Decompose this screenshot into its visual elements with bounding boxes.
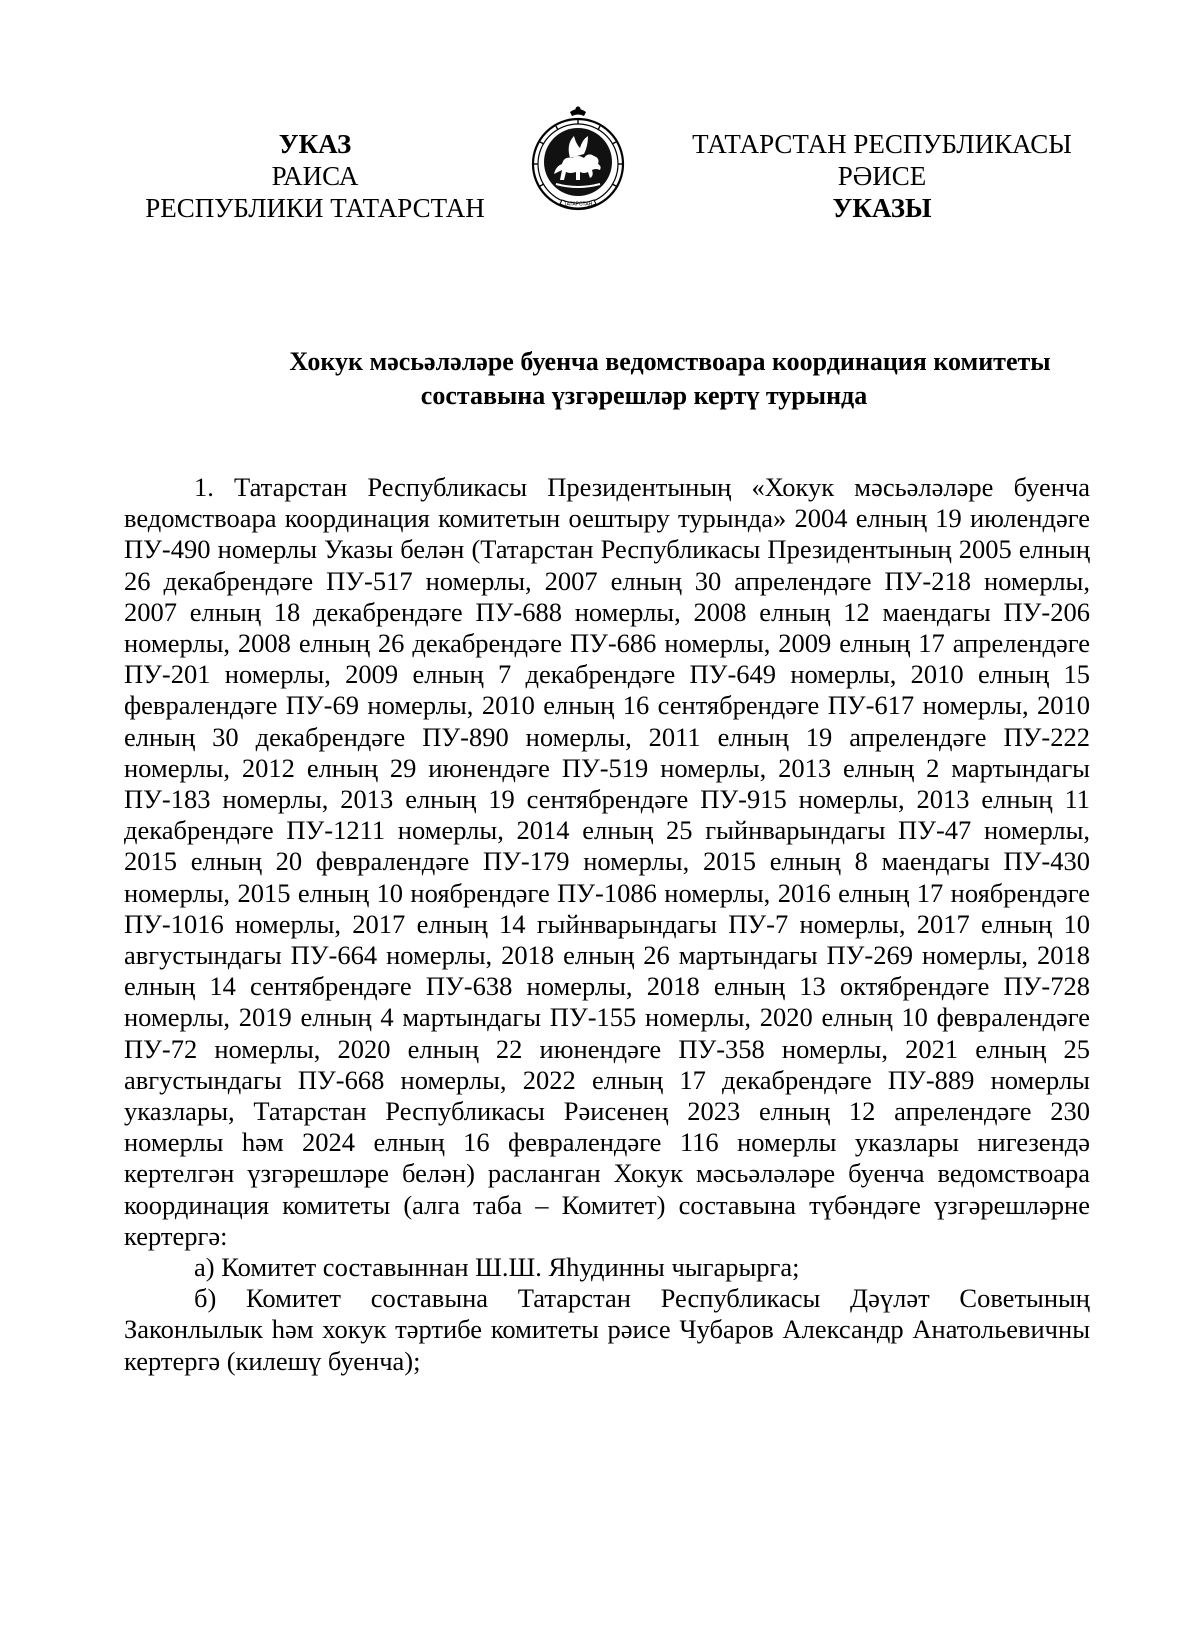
header-right-line-3: УКАЗЫ [832, 193, 932, 223]
tatarstan-coat-of-arms-icon [530, 104, 626, 216]
header-left-line-1: УКАЗ [278, 129, 352, 159]
body-paragraph-2: а) Комитет составыннан Ш.Ш. Яһудинны чыгарырга; [194, 1252, 800, 1283]
header-right-line-1: ТАТАРСТАН РЕСПУБЛИКАСЫ [692, 129, 1072, 159]
document-title [160, 345, 1100, 413]
header-left-block [140, 128, 490, 224]
header-left-line-3: РЕСПУБЛИКИ ТАТАРСТАН [145, 193, 485, 223]
title-line-2: составына үзгәрешләр кертү турында [420, 381, 868, 410]
header-right-line-2: РӘИСЕ [837, 161, 927, 191]
header-right-block [682, 128, 1082, 224]
body-paragraph-3: б) Комитет составына Татарстан Республикасы Дәүләт Советының Законлылык һәм хокук тәртибе комитеты рәисе Чубаров Александр Анатольевичны кертергә (килешү буенча); [124, 1283, 1090, 1376]
body-paragraph-1: 1. Татарстан Республикасы Президентының «Хокук мәсьәләләре буенча ведомствоара координация комитетын оештыру турында» 2004 елның 19 июлендәге ПУ-490 номерлы Указы белән (Татарстан Республикасы Президентының 2005 елның 26 декабрендәге ПУ-517 номерлы, 2007 елның 30 апрелендәге ПУ-218 номерлы, 2007 елның 18 декабрендәге ПУ-688 номерлы, 2008 елның 12 маендагы ПУ-206 номерлы, 2008 елның 26 декабрендәге ПУ-686 номерлы, 2009 елның 17 апрелендәге ПУ-201 номерлы, 2009 елның 7 декабрендәге ПУ-649 номерлы, 2010 елның 15 февралендәге ПУ-69 номерлы, 2010 елның 16 сентябрендәге ПУ-617 номерлы, 2010 елның 30 декабрендәге ПУ-890 номерлы, 2011 елның 19 апрелендәге ПУ-222 номерлы, 2012 елның 29 июнендәге ПУ-519 номерлы, 2013 елның 2 мартындагы ПУ-183 номерлы, 2013 елның 19 сентябрендәге ПУ-915 номерлы, 2013 елның 11 декабрендәге ПУ-1211 номерлы, 2014 елның 25 гыйнварындагы ПУ-47 номерлы, 2015 елның 20 февралендәге ПУ-179 номерлы, 2015 елның 8 маендагы ПУ-430 номерлы, 2015 елның 10 ноябрендәге ПУ-1086 номерлы, 2016 елның 17 ноябрендәге ПУ-1016 номерлы, 2017 елның 14 гыйнварындагы ПУ-7 номерлы, 2017 елның 10 августындагы ПУ-664 номерлы, 2018 елның 26 мартындагы ПУ-269 номерлы, 2018 елның 14 сентябрендәге ПУ-638 номерлы, 2018 елның 13 октябрендәге ПУ-728 номерлы, 2019 елның 4 мартындагы ПУ-155 номерлы, 2020 елның 10 февралендәге ПУ-72 номерлы, 2020 елның 22 июнендәге ПУ-358 номерлы, 2021 елның 25 августындагы ПУ-668 номерлы, 2022 елның 17 декабрендәге ПУ-889 номерлы указлары, Татарстан Республикасы Рәисенең 2023 елның 12 апрелендәге 230 номерлы һәм 2024 елның 16 февралендәге 116 номерлы указлары нигезендә кертелгән үзгәрешләре белән) расланган Хокук мәсьәләләре буенча ведомствоара координация комитеты (алга таба – Комитет) составына түбәндәге үзгәрешләрне кертергә: [124, 472, 1090, 1251]
document-body [124, 472, 1090, 1377]
header-left-line-2: РАИСА [271, 161, 359, 191]
emblem-ribbon-text: ТАТАРСТАН [563, 201, 593, 208]
title-line-1: Хокук мәсьәләләре буенча ведомствоара координация комитеты [289, 347, 1051, 376]
